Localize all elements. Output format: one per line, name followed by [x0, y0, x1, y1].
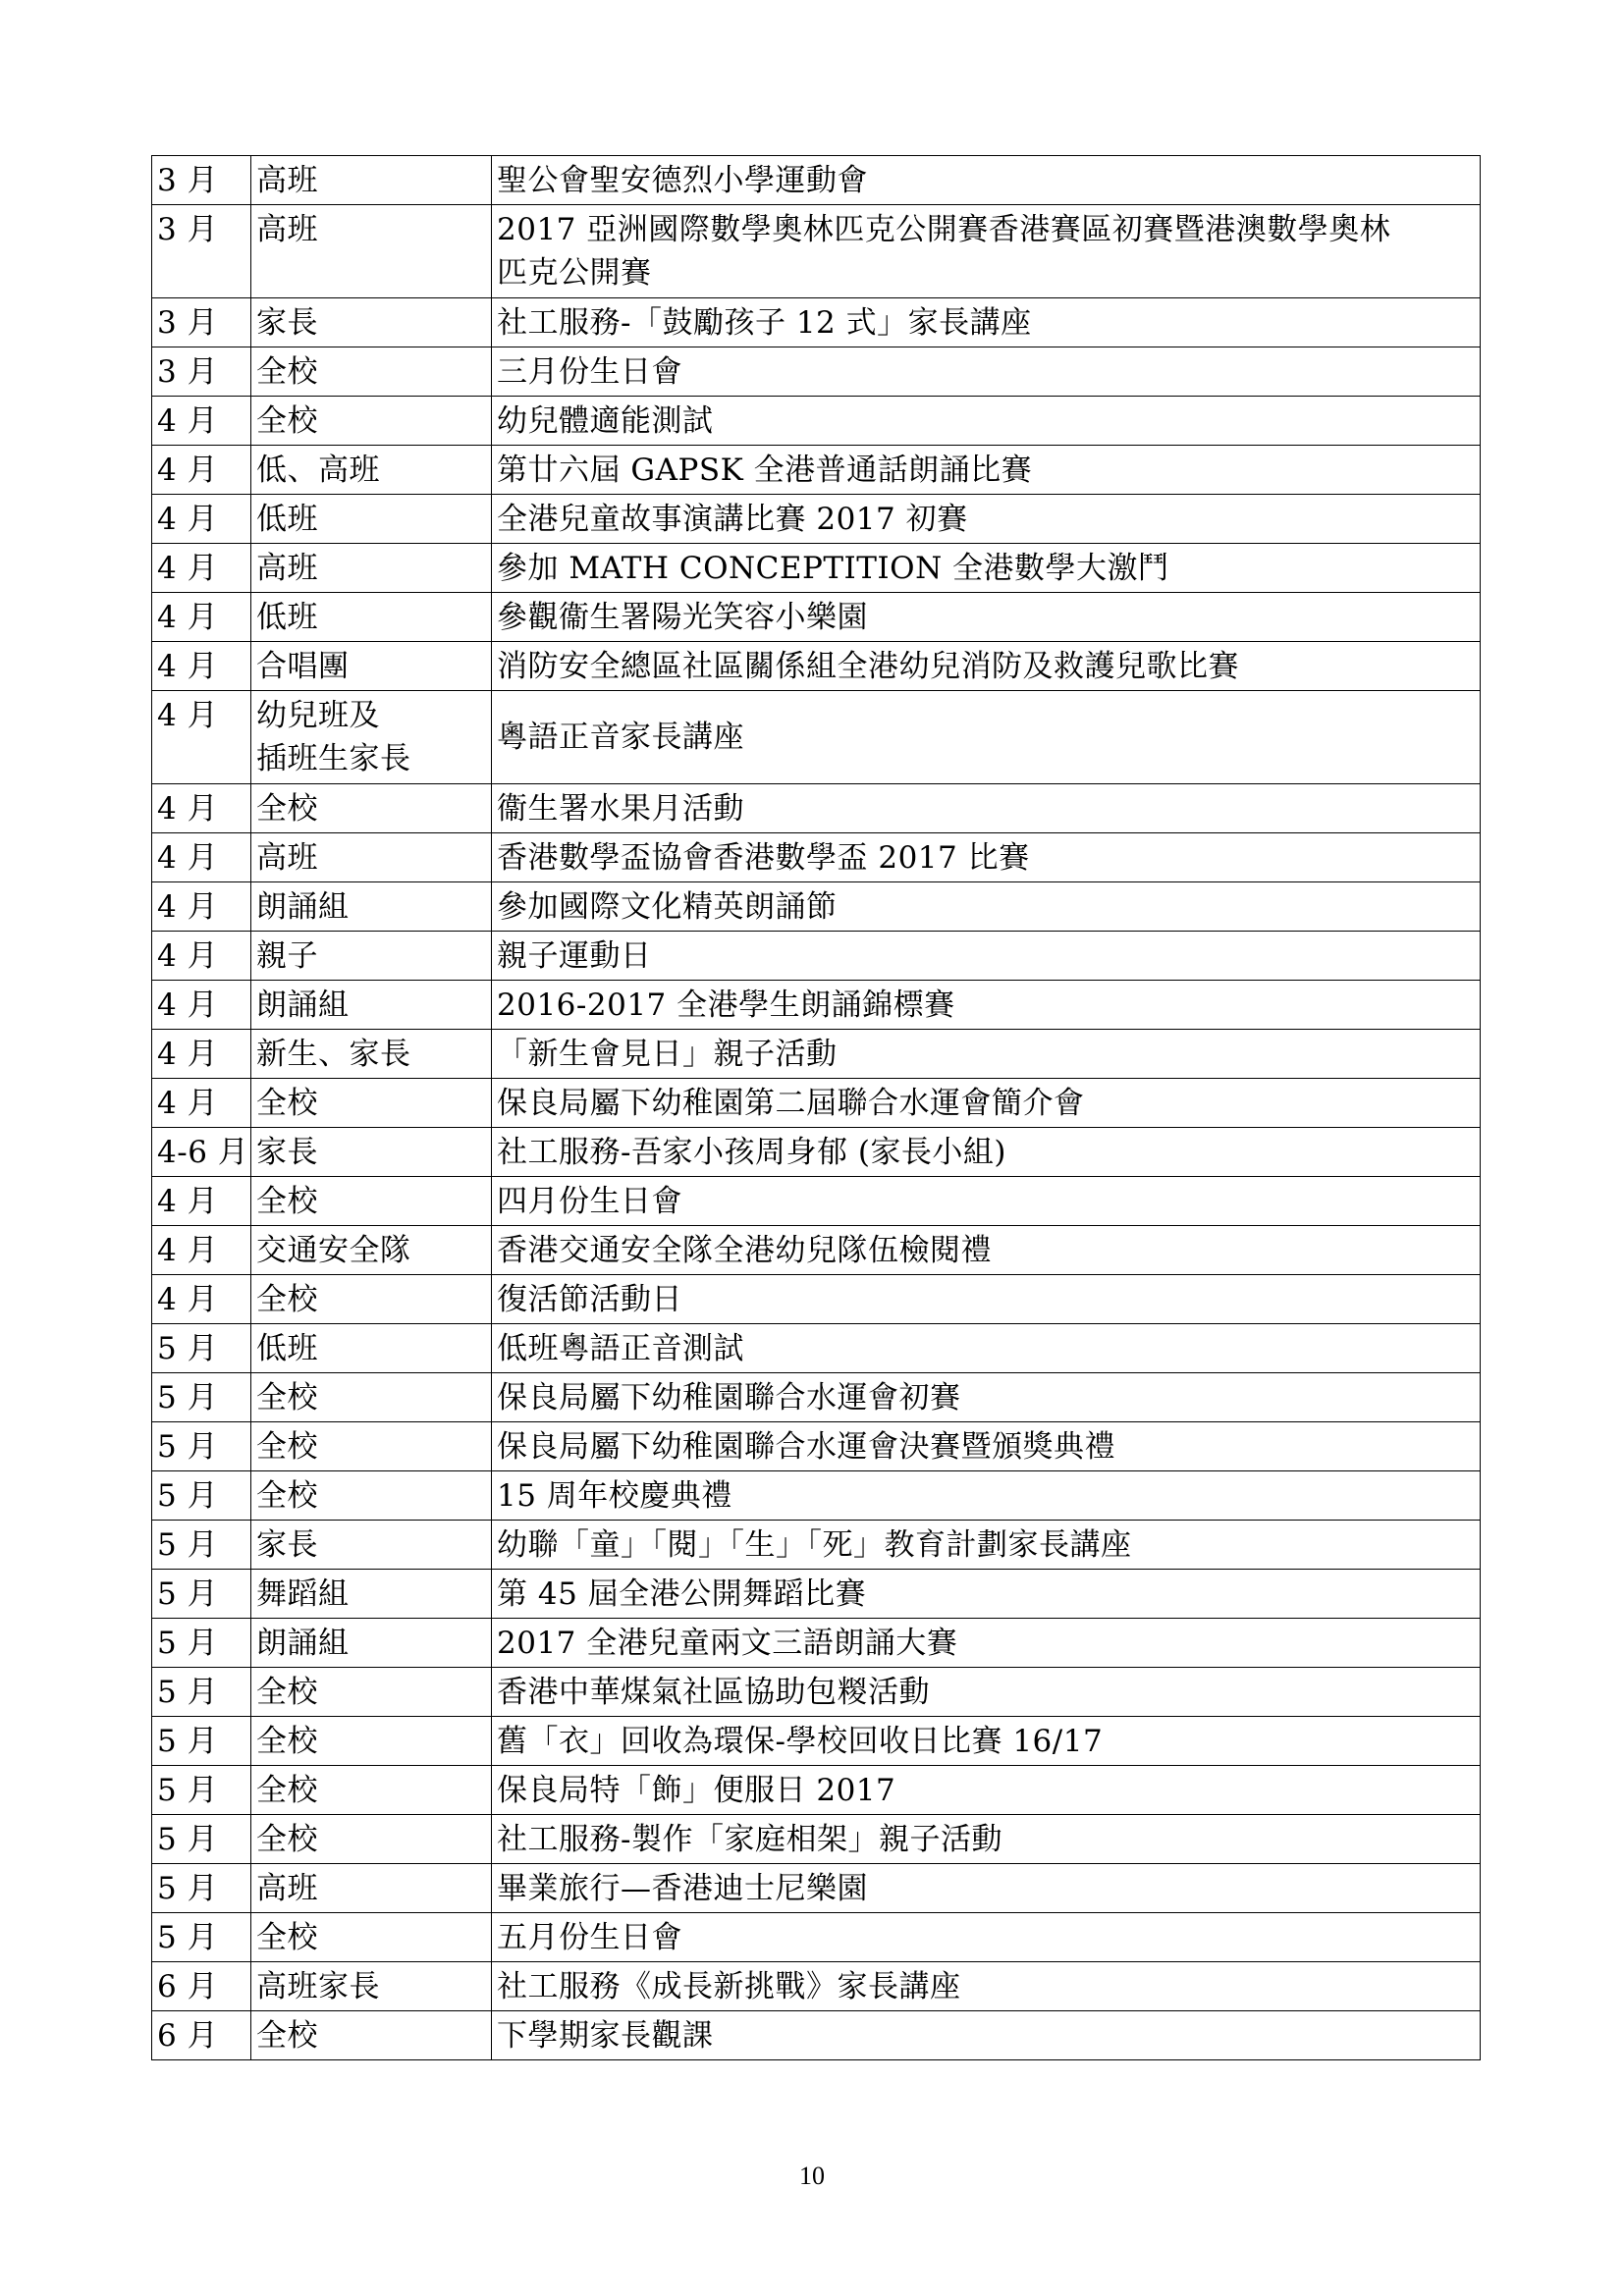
table-row: [152, 544, 1481, 593]
target-cell: 朗誦組: [251, 882, 492, 932]
event-cell: 保良局特「飾」便服日 2017: [492, 1766, 1481, 1815]
table-row: [152, 1717, 1481, 1766]
table-row: [152, 1864, 1481, 1913]
target-cell: 高班: [251, 544, 492, 593]
target-cell: 新生、家長: [251, 1030, 492, 1079]
table-row: [152, 1766, 1481, 1815]
event-cell: 香港交通安全隊全港幼兒隊伍檢閱禮: [492, 1226, 1481, 1275]
month-cell: 5 月: [152, 1373, 251, 1422]
event-cell: 2017 全港兒童兩文三語朗誦大賽: [492, 1619, 1481, 1668]
event-cell: 三月份生日會: [492, 347, 1481, 397]
table-row: [152, 347, 1481, 397]
table-row: [152, 156, 1481, 205]
event-cell: 香港數學盃協會香港數學盃 2017 比賽: [492, 833, 1481, 882]
event-cell: 第 45 屆全港公開舞蹈比賽: [492, 1570, 1481, 1619]
month-cell: 3 月: [152, 298, 251, 347]
table-row: [152, 1962, 1481, 2011]
month-cell: 5 月: [152, 1619, 251, 1668]
event-cell: 保良局屬下幼稚園聯合水運會決賽暨頒獎典禮: [492, 1422, 1481, 1471]
month-cell: 6 月: [152, 1962, 251, 2011]
event-cell: 社工服務-吾家小孩周身郁 (家長小組): [492, 1128, 1481, 1177]
event-cell: 香港中華煤氣社區協助包糉活動: [492, 1668, 1481, 1717]
table-row: [152, 593, 1481, 642]
event-line: 2017 亞洲國際數學奧林匹克公開賽香港賽區初賽暨港澳數學奧林: [497, 212, 1391, 247]
event-cell: 五月份生日會: [492, 1913, 1481, 1962]
target-cell: 全校: [251, 397, 492, 446]
table-row: [152, 495, 1481, 544]
target-line: 插班生家長: [256, 741, 411, 776]
event-cell: 下學期家長觀課: [492, 2011, 1481, 2060]
month-cell: 4 月: [152, 691, 251, 784]
event-cell: 幼兒體適能測試: [492, 397, 1481, 446]
event-cell: [492, 205, 1481, 298]
activity-schedule-table: [151, 155, 1481, 2060]
table-row: [152, 1324, 1481, 1373]
target-cell: 全校: [251, 1717, 492, 1766]
event-cell: 參加 MATH CONCEPTITION 全港數學大激鬥: [492, 544, 1481, 593]
event-cell: 粵語正音家長講座: [492, 691, 1481, 784]
target-cell: 合唱團: [251, 642, 492, 691]
month-cell: 5 月: [152, 1913, 251, 1962]
event-cell: 四月份生日會: [492, 1177, 1481, 1226]
target-cell: 舞蹈組: [251, 1570, 492, 1619]
event-cell: 參加國際文化精英朗誦節: [492, 882, 1481, 932]
target-cell: 朗誦組: [251, 1619, 492, 1668]
event-cell: 參觀衞生署陽光笑容小樂園: [492, 593, 1481, 642]
month-cell: 5 月: [152, 1864, 251, 1913]
event-cell: 2016-2017 全港學生朗誦錦標賽: [492, 981, 1481, 1030]
event-cell: 低班粵語正音測試: [492, 1324, 1481, 1373]
target-cell: 低班: [251, 593, 492, 642]
table-row: [152, 205, 1481, 298]
month-cell: 4 月: [152, 1275, 251, 1324]
target-cell: 全校: [251, 1373, 492, 1422]
month-cell: 4 月: [152, 932, 251, 981]
target-cell: 低班: [251, 1324, 492, 1373]
event-cell: 15 周年校慶典禮: [492, 1471, 1481, 1521]
table-row: [152, 1619, 1481, 1668]
event-cell: 復活節活動日: [492, 1275, 1481, 1324]
month-cell: 5 月: [152, 1471, 251, 1521]
target-cell: 全校: [251, 1177, 492, 1226]
month-cell: 4 月: [152, 1030, 251, 1079]
table-row: [152, 1570, 1481, 1619]
target-cell: 高班家長: [251, 1962, 492, 2011]
table-row: [152, 397, 1481, 446]
target-cell: 全校: [251, 1668, 492, 1717]
target-cell: 低、高班: [251, 446, 492, 495]
event-cell: 「新生會見日」親子活動: [492, 1030, 1481, 1079]
event-cell: 畢業旅行—香港迪士尼樂園: [492, 1864, 1481, 1913]
table-row: [152, 691, 1481, 784]
month-cell: 4 月: [152, 1177, 251, 1226]
month-cell: 4 月: [152, 544, 251, 593]
table-row: [152, 1226, 1481, 1275]
target-cell: 全校: [251, 1275, 492, 1324]
target-cell: 高班: [251, 1864, 492, 1913]
table-row: [152, 1521, 1481, 1570]
event-cell: 聖公會聖安德烈小學運動會: [492, 156, 1481, 205]
event-cell: 保良局屬下幼稚園聯合水運會初賽: [492, 1373, 1481, 1422]
event-cell: 第廿六屆 GAPSK 全港普通話朗誦比賽: [492, 446, 1481, 495]
target-cell: 家長: [251, 298, 492, 347]
month-cell: 4 月: [152, 642, 251, 691]
table-row: [152, 298, 1481, 347]
month-cell: 4 月: [152, 882, 251, 932]
target-cell: 全校: [251, 1815, 492, 1864]
table-row: [152, 1422, 1481, 1471]
month-cell: 3 月: [152, 347, 251, 397]
month-cell: 5 月: [152, 1422, 251, 1471]
target-cell: 全校: [251, 1471, 492, 1521]
target-cell: 全校: [251, 1079, 492, 1128]
event-line: 匹克公開賽: [497, 255, 652, 291]
target-cell: 朗誦組: [251, 981, 492, 1030]
target-cell: 全校: [251, 347, 492, 397]
target-cell: 高班: [251, 156, 492, 205]
target-cell: 全校: [251, 1766, 492, 1815]
month-cell: 4 月: [152, 981, 251, 1030]
target-cell: 交通安全隊: [251, 1226, 492, 1275]
target-cell: 全校: [251, 1422, 492, 1471]
target-cell: 親子: [251, 932, 492, 981]
event-cell: 幼聯「童」「閱」「生」「死」教育計劃家長講座: [492, 1521, 1481, 1570]
month-cell: 4-6 月: [152, 1128, 251, 1177]
table-row: [152, 1815, 1481, 1864]
target-cell: 全校: [251, 1913, 492, 1962]
table-row: [152, 932, 1481, 981]
month-cell: 4 月: [152, 784, 251, 833]
target-cell: 低班: [251, 495, 492, 544]
table-row: [152, 1471, 1481, 1521]
event-cell: 社工服務《成長新挑戰》家長講座: [492, 1962, 1481, 2011]
table-row: [152, 2011, 1481, 2060]
month-cell: 4 月: [152, 397, 251, 446]
target-cell: [251, 691, 492, 784]
event-cell: 保良局屬下幼稚園第二屆聯合水運會簡介會: [492, 1079, 1481, 1128]
page-number: 10: [799, 2162, 825, 2190]
month-cell: 5 月: [152, 1324, 251, 1373]
month-cell: 5 月: [152, 1570, 251, 1619]
month-cell: 3 月: [152, 156, 251, 205]
month-cell: 4 月: [152, 446, 251, 495]
month-cell: 4 月: [152, 833, 251, 882]
month-cell: 5 月: [152, 1521, 251, 1570]
table-row: [152, 1079, 1481, 1128]
schedule-body: [152, 156, 1481, 2060]
table-row: [152, 882, 1481, 932]
month-cell: 5 月: [152, 1717, 251, 1766]
month-cell: 5 月: [152, 1815, 251, 1864]
target-cell: 高班: [251, 205, 492, 298]
month-cell: 4 月: [152, 593, 251, 642]
month-cell: 3 月: [152, 205, 251, 298]
table-row: [152, 1177, 1481, 1226]
event-cell: 社工服務-製作「家庭相架」親子活動: [492, 1815, 1481, 1864]
event-cell: 全港兒童故事演講比賽 2017 初賽: [492, 495, 1481, 544]
target-cell: 家長: [251, 1128, 492, 1177]
table-row: [152, 833, 1481, 882]
table-row: [152, 1373, 1481, 1422]
table-row: [152, 1030, 1481, 1079]
table-row: [152, 642, 1481, 691]
event-cell: 衞生署水果月活動: [492, 784, 1481, 833]
table-row: [152, 1128, 1481, 1177]
target-cell: 全校: [251, 784, 492, 833]
event-cell: 舊「衣」回收為環保-學校回收日比賽 16/17: [492, 1717, 1481, 1766]
month-cell: 4 月: [152, 1079, 251, 1128]
event-cell: 親子運動日: [492, 932, 1481, 981]
target-line: 幼兒班及: [256, 698, 380, 733]
table-row: [152, 784, 1481, 833]
month-cell: 4 月: [152, 1226, 251, 1275]
table-row: [152, 1275, 1481, 1324]
month-cell: 5 月: [152, 1668, 251, 1717]
table-row: [152, 1668, 1481, 1717]
target-cell: 全校: [251, 2011, 492, 2060]
month-cell: 6 月: [152, 2011, 251, 2060]
table-row: [152, 1913, 1481, 1962]
table-row: [152, 446, 1481, 495]
month-cell: 5 月: [152, 1766, 251, 1815]
target-cell: 高班: [251, 833, 492, 882]
target-cell: 家長: [251, 1521, 492, 1570]
month-cell: 4 月: [152, 495, 251, 544]
event-cell: 社工服務-「鼓勵孩子 12 式」家長講座: [492, 298, 1481, 347]
event-cell: 消防安全總區社區關係組全港幼兒消防及救護兒歌比賽: [492, 642, 1481, 691]
table-row: [152, 981, 1481, 1030]
